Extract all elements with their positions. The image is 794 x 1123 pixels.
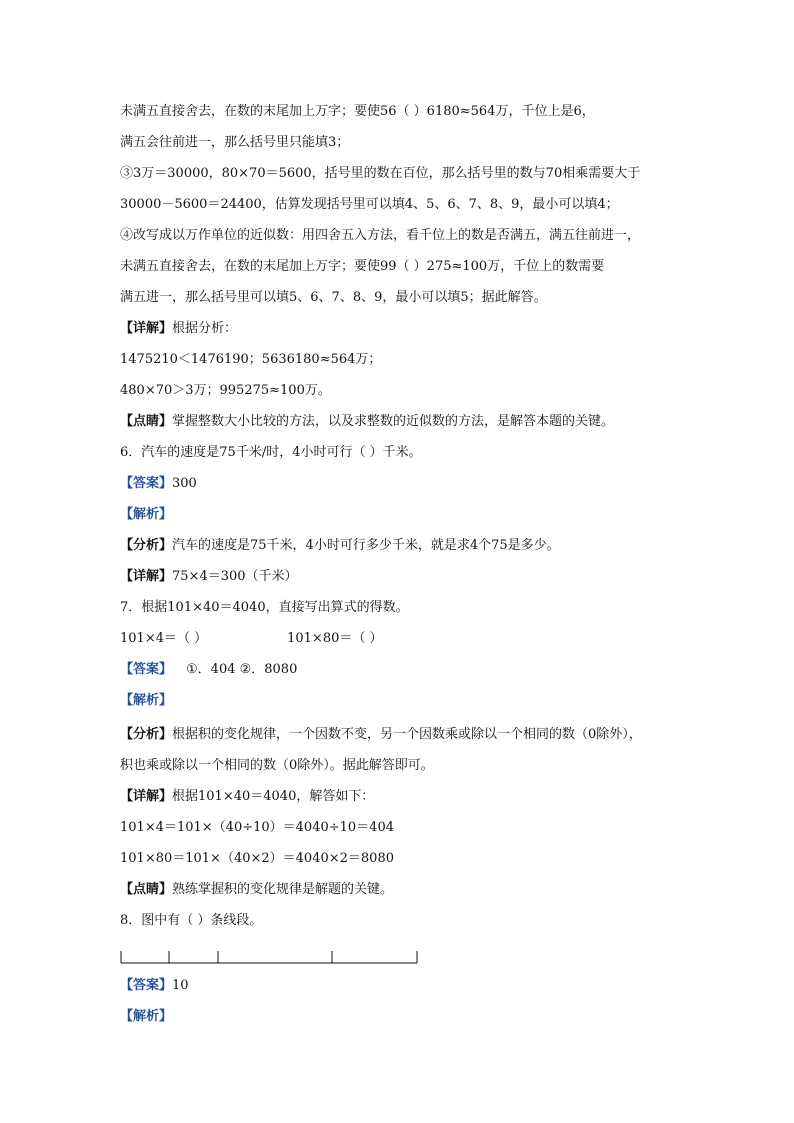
- analysis-tag: 【解析】: [120, 507, 173, 522]
- answer-text: ①．404 ②．8080: [186, 662, 298, 677]
- answer-line: [120, 661, 680, 679]
- text-line: 101×4＝101×（40÷10）＝4040÷10＝404: [120, 820, 394, 835]
- detail-tag: 【详解】: [120, 321, 173, 336]
- analysis-line: [120, 1008, 680, 1026]
- comment-tag: 【点睛】: [120, 414, 173, 429]
- detail-line: [120, 320, 680, 338]
- text-line: 未满五直接舍去，在数的末尾加上万字；要使56（ ）6180≈564万，千位上是6，: [120, 104, 595, 119]
- text-line: 满五进一，那么括号里可以填5、6、7、8、9，最小可以填5；据此解答。: [120, 290, 547, 305]
- blank-expression-1: 101×4＝（ ）: [120, 631, 208, 646]
- text-line: 480×70＞3万；995275≈100万。: [120, 383, 331, 398]
- question-7: 7．根据101×40＝4040，直接写出算式的得数。: [120, 600, 409, 615]
- detail-text: 根据101×40＝4040，解答如下：: [172, 789, 375, 804]
- analysis-tag: 【解析】: [120, 693, 173, 708]
- analysis-detail-text: 汽车的速度是75千米，4小时可行多少千米，就是求4个75是多少。: [172, 538, 560, 553]
- text-line: 30000－5600＝24400，估算发现括号里可以填4、5、6、7、8、9，最小可以填4；: [120, 197, 619, 212]
- answer-line: [120, 475, 680, 493]
- text-line: ③3万＝30000，80×70＝5600，括号里的数在百位，那么括号里的数与70相乘需要大于: [120, 166, 641, 181]
- text-line: 积也乘或除以一个相同的数（0除外）。据此解答即可。: [120, 758, 434, 773]
- analysis-detail-tag: 【分析】: [120, 727, 173, 742]
- comment-text: 熟练掌握积的变化规律是解题的关键。: [172, 882, 394, 897]
- comment-line: [120, 413, 680, 431]
- analysis-detail-tag: 【分析】: [120, 538, 173, 553]
- question-8: 8．图中有（ ）条线段。: [120, 913, 263, 928]
- text-line: 未满五直接舍去，在数的末尾加上万字；要使99（ ）275≈100万，千位上的数需要: [120, 259, 605, 274]
- analysis-detail-line: [120, 537, 680, 555]
- detail-tag: 【详解】: [120, 789, 173, 804]
- answer-text: 300: [172, 476, 197, 491]
- answer-tag: 【答案】: [120, 662, 173, 677]
- analysis-detail-line: [120, 726, 680, 744]
- question-7-blanks: [120, 630, 680, 648]
- question-6: 6．汽车的速度是75千米/时，4小时可行（ ）千米。: [120, 445, 422, 460]
- text-line: ④改写成以万作单位的近似数：用四舍五入方法，看千位上的数是否满五，满五往前进一，: [120, 228, 641, 243]
- analysis-detail-text: 根据积的变化规律，一个因数不变，另一个因数乘或除以一个相同的数（0除外），: [172, 727, 642, 742]
- comment-tag: 【点睛】: [120, 882, 173, 897]
- answer-text: 10: [172, 978, 189, 993]
- detail-tag: 【详解】: [120, 569, 173, 584]
- analysis-line: [120, 506, 680, 524]
- detail-text: 75×4＝300（千米）: [172, 569, 298, 584]
- answer-tag: 【答案】: [120, 978, 173, 993]
- text-line: 满五会往前进一，那么括号里只能填3；: [120, 135, 350, 150]
- text-line: 101×80＝101×（40×2）＝4040×2＝8080: [120, 851, 394, 866]
- blank-expression-2: 101×80＝（ ）: [287, 631, 383, 646]
- detail-line: [120, 788, 680, 806]
- text-line: 1475210＜1476190；5636180≈564万；: [120, 352, 382, 367]
- analysis-tag: 【解析】: [120, 1009, 173, 1024]
- analysis-line: [120, 692, 680, 710]
- line-segment-figure: [120, 948, 420, 968]
- detail-text: 根据分析：: [172, 321, 238, 336]
- comment-text: 掌握整数大小比较的方法，以及求整数的近似数的方法，是解答本题的关键。: [172, 414, 615, 429]
- answer-tag: 【答案】: [120, 476, 173, 491]
- comment-line: [120, 881, 680, 899]
- detail-line: [120, 568, 680, 586]
- answer-line: [120, 977, 680, 995]
